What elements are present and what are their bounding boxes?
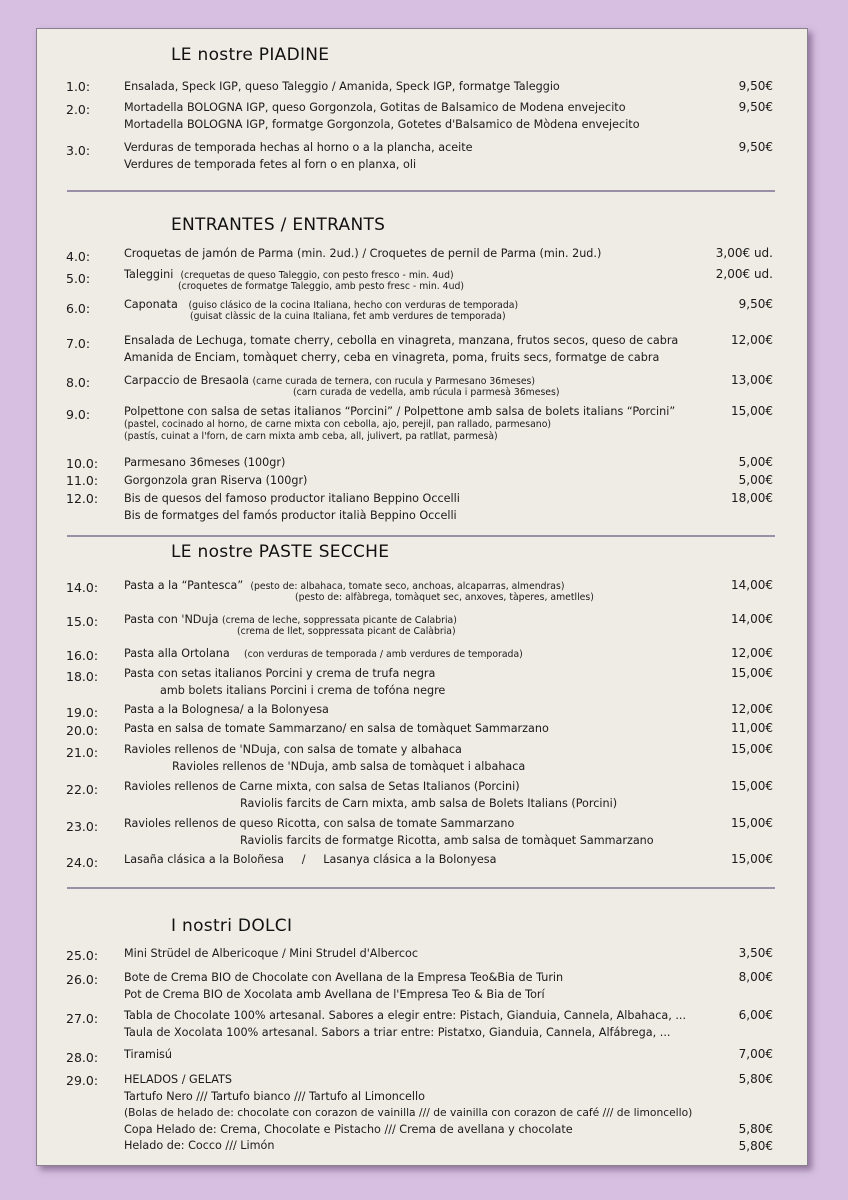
item-price: 5,00€ <box>738 473 773 487</box>
item-line: Raviolis farcits de formatge Ricotta, amb salsa de tomàquet Sammarzano <box>240 833 654 847</box>
item-line: Mortadella BOLOGNA IGP, queso Gorgonzola, Gotitas de Balsamico de Modena envejecito <box>124 101 626 114</box>
item-note: (con verduras de temporada / amb verdures de temporada) <box>244 649 523 660</box>
item-price: 15,00€ <box>731 404 773 418</box>
item-number: 5.0: <box>66 271 91 286</box>
item-name: Pasta alla Ortolana <box>124 647 230 660</box>
item-line: Bis de quesos del famoso productor italiano Beppino Occelli <box>124 492 460 505</box>
item-number: 10.0: <box>66 456 99 471</box>
item-description <box>124 373 724 399</box>
item-price: 9,50€ <box>738 297 773 311</box>
item-price: 3,00€ ud. <box>715 246 773 260</box>
section-title-paste: LE nostre PASTE SECCHE <box>171 542 390 562</box>
item-price: 12,00€ <box>731 333 773 347</box>
item-price: 2,00€ ud. <box>715 267 773 281</box>
item-price: 13,00€ <box>731 373 773 387</box>
item-line: Croquetas de jamón de Parma (min. 2ud.) / Croquetes de pernil de Parma (min. 2ud.) <box>124 247 602 260</box>
item-description <box>124 646 724 663</box>
item-price: 9,50€ <box>738 100 773 114</box>
item-note: (pesto de: alfàbrega, tomàquet sec, anxoves, tàperes, ametlles) <box>295 591 594 603</box>
item-line: Ravioles rellenos de Carne mixta, con salsa de Setas Italianos (Porcini) <box>124 780 520 793</box>
item-line: (Bolas de helado de: chocolate con corazon de vainilla /// de vainilla con corazon de café /// de limoncello) <box>124 1106 693 1119</box>
item-number: 24.0: <box>66 855 99 870</box>
item-line: Mini Strüdel de Albericoque / Mini Strudel d'Albercoc <box>124 947 419 960</box>
item-number: 23.0: <box>66 819 99 834</box>
item-description <box>124 852 724 869</box>
menu-sheet <box>36 28 808 1166</box>
item-number: 29.0: <box>66 1073 99 1088</box>
item-description <box>124 297 724 323</box>
item-price: 6,00€ <box>738 1008 773 1022</box>
item-number: 2.0: <box>66 102 91 117</box>
item-description <box>124 1008 724 1041</box>
item-note: (guiso clásico de la cocina Italiana, hecho con verduras de temporada) <box>188 300 519 311</box>
item-description <box>124 946 724 963</box>
item-number: 19.0: <box>66 705 99 720</box>
item-description <box>124 100 724 133</box>
item-number: 26.0: <box>66 972 99 987</box>
item-description <box>124 721 724 738</box>
item-description <box>124 1047 724 1064</box>
item-price: 5,80€ <box>738 1139 773 1153</box>
item-description <box>124 779 724 812</box>
item-description <box>124 816 724 849</box>
item-line: Ensalada, Speck IGP, queso Taleggio / Amanida, Speck IGP, formatge Taleggio <box>124 80 560 93</box>
item-description <box>124 267 724 293</box>
section-divider <box>67 535 775 537</box>
item-line: Ravioles rellenos de 'NDuja, amb salsa de tomàquet i albahaca <box>172 759 526 773</box>
item-description <box>124 79 724 96</box>
item-line: Pasta con setas italianos Porcini y crema de trufa negra <box>124 667 436 680</box>
item-line: Pasta a la Bolognesa/ a la Bolonyesa <box>124 703 329 716</box>
item-price: 5,80€ <box>738 1072 773 1086</box>
item-note: (croquetes de formatge Taleggio, amb pesto fresc - min. 4ud) <box>178 280 464 292</box>
item-line: Bote de Crema BIO de Chocolate con Avellana de la Empresa Teo&Bia de Turin <box>124 971 564 984</box>
item-number: 4.0: <box>66 249 91 264</box>
item-line: Mortadella BOLOGNA IGP, formatge Gorgonzola, Gotetes d'Balsamico de Mòdena envejecito <box>124 117 640 131</box>
item-line: Verdures de temporada fetes al forn o en planxa, oli <box>124 157 417 171</box>
item-price: 8,00€ <box>738 970 773 984</box>
item-price: 9,50€ <box>738 140 773 154</box>
section-divider <box>67 190 775 192</box>
item-price: 15,00€ <box>731 742 773 756</box>
item-description <box>124 246 724 263</box>
item-line: Bis de formatges del famós productor italià Beppino Occelli <box>124 508 457 522</box>
item-line: Ravioles rellenos de queso Ricotta, con salsa de tomate Sammarzano <box>124 817 515 830</box>
item-price: 9,50€ <box>738 79 773 93</box>
item-line: Ravioles rellenos de 'NDuja, con salsa de tomate y albahaca <box>124 743 462 756</box>
item-description <box>124 404 724 443</box>
item-line: amb bolets italians Porcini i crema de tofóna negre <box>160 683 446 697</box>
item-name: Caponata <box>124 298 178 311</box>
item-line: Verduras de temporada hechas al horno o a la plancha, aceite <box>124 141 473 154</box>
item-number: 16.0: <box>66 648 99 663</box>
item-price: 15,00€ <box>731 779 773 793</box>
item-description <box>124 140 724 173</box>
item-price: 12,00€ <box>731 702 773 716</box>
item-number: 1.0: <box>66 79 91 94</box>
item-line: Helado de: Cocco /// Limón <box>124 1139 275 1152</box>
item-note: (carn curada de vedella, amb rúcula i parmesà 36meses) <box>293 386 560 398</box>
item-name: Carpaccio de Bresaola <box>124 374 249 387</box>
item-price: 3,50€ <box>738 946 773 960</box>
item-number: 14.0: <box>66 580 99 595</box>
item-number: 25.0: <box>66 948 99 963</box>
item-price: 11,00€ <box>731 721 773 735</box>
item-description <box>124 1072 764 1155</box>
item-number: 6.0: <box>66 301 91 316</box>
item-number: 28.0: <box>66 1050 99 1065</box>
item-line: HELADOS / GELATS <box>124 1073 232 1086</box>
item-description <box>124 970 724 1003</box>
item-price: 14,00€ <box>731 612 773 626</box>
item-line: Parmesano 36meses (100gr) <box>124 456 286 469</box>
item-line: Tiramisú <box>124 1048 172 1061</box>
item-note: (guisat clàssic de la cuina Italiana, fet amb verdures de temporada) <box>190 310 506 322</box>
item-description <box>124 612 724 638</box>
item-price: 5,00€ <box>738 455 773 469</box>
item-note: (pesto de: albahaca, tomate seco, anchoas, alcaparras, almendras) <box>250 581 565 592</box>
item-price: 12,00€ <box>731 646 773 660</box>
item-note: (pastís, cuinat a l'forn, de carn mixta amb ceba, all, julivert, pa ratllat, parmesà) <box>124 430 498 442</box>
item-line: Pasta en salsa de tomate Sammarzano/ en salsa de tomàquet Sammarzano <box>124 722 549 735</box>
item-line: Tartufo Nero /// Tartufo bianco /// Tartufo al Limoncello <box>124 1089 425 1103</box>
item-note: (crema de llet, soppressata picant de Calàbria) <box>237 625 456 637</box>
item-name: Pasta con 'NDuja <box>124 613 219 626</box>
item-description <box>124 491 724 524</box>
item-number: 3.0: <box>66 143 91 158</box>
item-line: Gorgonzola gran Riserva (100gr) <box>124 474 308 487</box>
item-line: Taula de Xocolata 100% artesanal. Sabors a triar entre: Pistatxo, Gianduia, Cannela, Alfábrega, ... <box>124 1025 671 1039</box>
item-note: (crema de leche, soppressata picante de Calabria) <box>222 615 457 626</box>
item-line: Lasaña clásica a la Boloñesa / Lasanya clásica a la Bolonyesa <box>124 853 497 866</box>
item-number: 27.0: <box>66 1011 99 1026</box>
item-description <box>124 455 724 472</box>
item-number: 15.0: <box>66 614 99 629</box>
section-title-piadine: LE nostre PIADINE <box>171 45 330 65</box>
item-description <box>124 702 724 719</box>
item-description <box>124 578 724 604</box>
item-number: 21.0: <box>66 745 99 760</box>
item-number: 9.0: <box>66 407 91 422</box>
item-number: 11.0: <box>66 473 99 488</box>
section-title-entrantes: ENTRANTES / ENTRANTS <box>171 215 386 235</box>
item-description <box>124 742 724 775</box>
item-price: 14,00€ <box>731 578 773 592</box>
item-number: 12.0: <box>66 491 99 506</box>
item-number: 7.0: <box>66 336 91 351</box>
item-price: 18,00€ <box>731 491 773 505</box>
item-name: Taleggini <box>124 268 174 281</box>
item-price: 7,00€ <box>738 1047 773 1061</box>
item-number: 22.0: <box>66 782 99 797</box>
item-line: Raviolis farcits de Carn mixta, amb salsa de Bolets Italians (Porcini) <box>240 796 618 810</box>
item-line: Copa Helado de: Crema, Chocolate e Pistacho /// Crema de avellana y chocolate <box>124 1122 573 1136</box>
item-price: 15,00€ <box>731 852 773 866</box>
section-title-dolci: I nostri DOLCI <box>171 916 293 936</box>
item-description <box>124 333 724 366</box>
item-number: 8.0: <box>66 375 91 390</box>
item-number: 20.0: <box>66 723 99 738</box>
section-divider <box>67 887 775 889</box>
item-number: 18.0: <box>66 669 99 684</box>
item-name: Pasta a la “Pantesca” <box>124 579 244 592</box>
item-line: Amanida de Enciam, tomàquet cherry, ceba en vinagreta, poma, fruits secs, formatge de cabra <box>124 350 660 364</box>
item-note: (carne curada de ternera, con rucula y Parmesano 36meses) <box>252 376 536 387</box>
item-line: Ensalada de Lechuga, tomate cherry, cebolla en vinagreta, manzana, frutos secos, queso de cabra <box>124 334 679 347</box>
item-description <box>124 666 724 699</box>
item-price: 15,00€ <box>731 816 773 830</box>
item-price: 5,80€ <box>738 1122 773 1136</box>
item-note: (pastel, cocinado al horno, de carne mixta con cebolla, ajo, perejil, pan rallado, parmesano) <box>124 418 552 430</box>
item-line: Pot de Crema BIO de Xocolata amb Avellana de l'Empresa Teo & Bia de Torí <box>124 987 545 1001</box>
item-note: (crequetas de queso Taleggio, con pesto fresco - min. 4ud) <box>180 270 454 281</box>
item-price: 15,00€ <box>731 666 773 680</box>
item-description <box>124 473 724 490</box>
item-line: Polpettone con salsa de setas italianos “Porcini” / Polpettone amb salsa de bolets italians “Porcini” <box>124 405 676 418</box>
item-line: Tabla de Chocolate 100% artesanal. Sabores a elegir entre: Pistach, Gianduia, Cannela, Albahaca, ... <box>124 1009 687 1022</box>
